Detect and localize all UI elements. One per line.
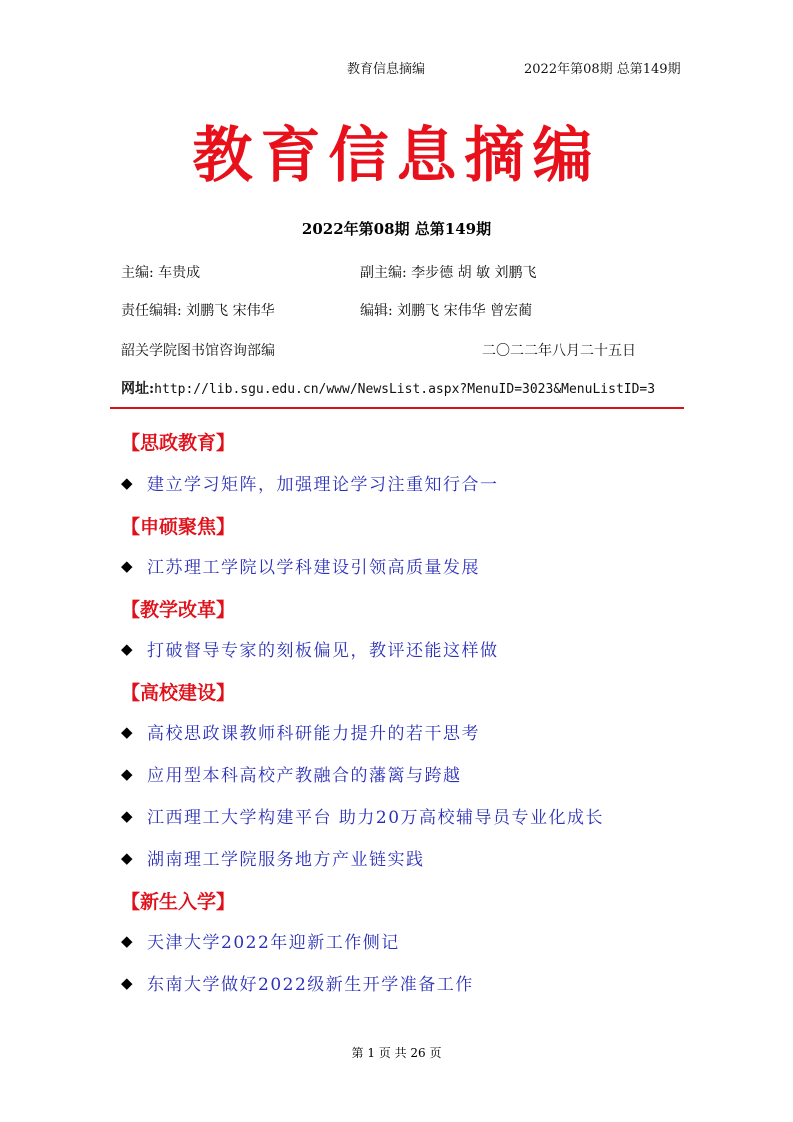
article-link[interactable] (121, 928, 400, 953)
article-link[interactable] (121, 761, 462, 786)
category-heading: 【高校建设】 (121, 682, 236, 704)
page-footer: 第 1 页 共 26 页 (351, 1046, 442, 1060)
article-title[interactable]: 应用型本科高校产教融合的藩篱与跨越 (147, 766, 462, 786)
diamond-bullet-icon: ◆ (121, 722, 133, 741)
website-line (121, 378, 655, 398)
article-title[interactable]: 打破督导专家的刻板偏见，教评还能这样做 (147, 641, 499, 661)
running-header-publication: 教育信息摘编 (347, 62, 426, 77)
diamond-bullet-icon: ◆ (121, 639, 133, 658)
issue-date: 二〇二二年八月二十五日 (482, 343, 636, 359)
category-heading: 【教学改革】 (121, 599, 236, 621)
diamond-bullet-icon: ◆ (121, 806, 133, 825)
diamond-bullet-icon: ◆ (121, 473, 133, 492)
article-title[interactable]: 江西理工大学构建平台 助力20万高校辅导员专业化成长 (147, 808, 605, 828)
article-title[interactable]: 湖南理工学院服务地方产业链实践 (147, 850, 425, 870)
article-link[interactable] (121, 553, 480, 578)
diamond-bullet-icon: ◆ (121, 931, 133, 950)
category-heading: 【申硕聚焦】 (121, 516, 236, 538)
deputy-editors: 副主编: 李步德 胡 敏 刘鹏飞 (360, 265, 537, 281)
diamond-bullet-icon: ◆ (121, 973, 133, 992)
article-title[interactable]: 高校思政课教师科研能力提升的若干思考 (147, 724, 480, 744)
website-label: 网址: (121, 381, 155, 397)
article-link[interactable] (121, 970, 474, 995)
article-link[interactable] (121, 845, 425, 870)
editors: 编辑: 刘鹏飞 宋伟华 曾宏蔺 (360, 303, 533, 319)
article-link[interactable] (121, 803, 604, 828)
article-title[interactable]: 天津大学2022年迎新工作侧记 (147, 933, 400, 953)
article-title[interactable]: 江苏理工学院以学科建设引领高质量发展 (147, 558, 480, 578)
diamond-bullet-icon: ◆ (121, 556, 133, 575)
issue-line: 2022年第08期 总第149期 (301, 220, 492, 238)
website-url[interactable]: http://lib.sgu.edu.cn/www/NewsList.aspx?MenuID=3023&MenuListID=3 (154, 382, 656, 397)
header-divider (110, 407, 684, 409)
article-link[interactable] (121, 470, 499, 495)
running-header-issue: 2022年第08期 总第149期 (524, 62, 681, 77)
category-heading: 【思政教育】 (121, 432, 236, 454)
article-title[interactable]: 建立学习矩阵，加强理论学习注重知行合一 (147, 475, 499, 495)
editor-in-chief: 主编: 车贵成 (121, 265, 201, 281)
article-link[interactable] (121, 636, 499, 661)
article-link[interactable] (121, 719, 480, 744)
diamond-bullet-icon: ◆ (121, 764, 133, 783)
article-title[interactable]: 东南大学做好2022级新生开学准备工作 (147, 975, 474, 995)
compiler: 韶关学院图书馆咨询部编 (121, 343, 275, 359)
responsible-editors: 责任编辑: 刘鹏飞 宋伟华 (121, 303, 275, 319)
category-heading: 【新生入学】 (121, 891, 236, 913)
page-title: 教育信息摘编 (192, 121, 601, 191)
diamond-bullet-icon: ◆ (121, 848, 133, 867)
